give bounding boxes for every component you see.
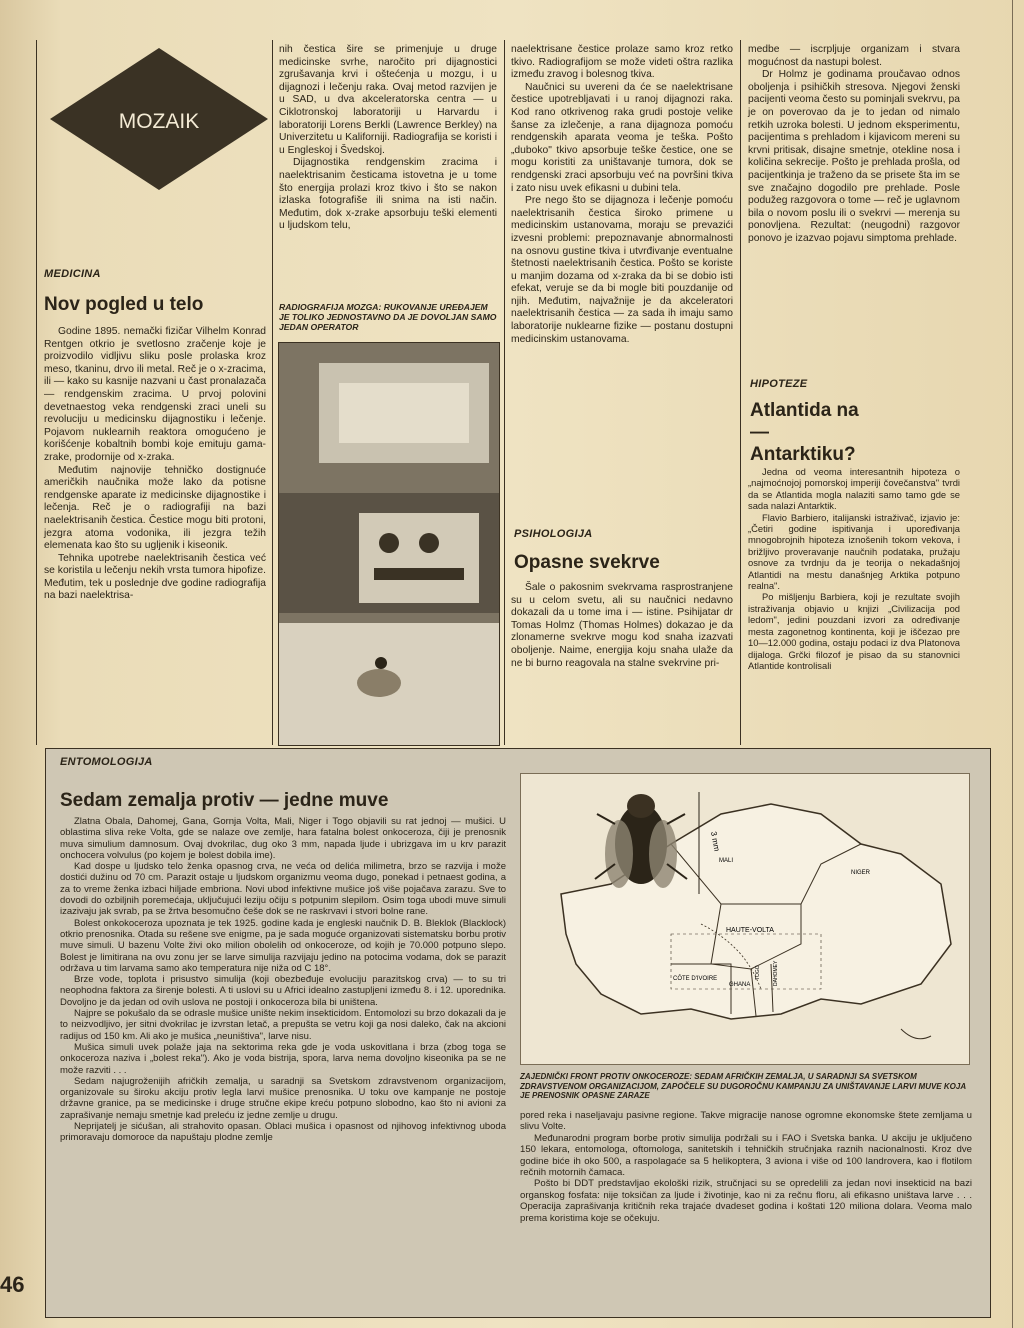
equipment-photo (278, 342, 500, 746)
map-label: 3 mm (709, 830, 722, 853)
paragraph: Sedam najugroženijih afričkih zemalja, u saradnji sa Svetskom zdravstvenom organizacijom, organizovale su široku akciju protiv legla larvi mušice prenosnika. U toku ove kampanje ne postoje državne granice, pa se medicinske i druge stručne ekipe kreću potpuno slobodno, kao što ni avioni za zaprašivanje nemaju smetnje kad preleću iz jedne zemlje u drugu. (60, 1075, 506, 1121)
article-column (511, 582, 733, 670)
paragraph: Zlatna Obala, Dahomej, Gana, Gornja Volta, Mali, Niger i Togo objavili su rat jednoj — mušici. U oblastima sliva reke Volta, gde se nalaze ove zemlje, hara fatalna bolest onkoceroza, čiji je prenosnik muva simulium damnosum. Ovaj dvokrilac, dug oko 3 mm, napada ljude i ubrizgava im u krv parazit onchocera volvulus (po kojem je bolest dobila ime). (60, 816, 506, 861)
map-caption: ZAJEDNIČKI FRONT PROTIV ONKOCEROZE: SEDAM AFRIČKIH ZEMALJA, U SARADNJI SA SVETSKOM ZDRAVSTVENOM ORGANIZACIJOM, ZAPOČELE SU DUGOROČNU KAMPANJU ZA UNIŠTAVANJE LARVI MUVE KOJA JE PRENOSNIK OPASNE ZARAZE (520, 1072, 966, 1101)
section-label: PSIHOLOGIJA (514, 528, 593, 540)
article-column (44, 326, 266, 603)
column-rule (740, 40, 741, 745)
map-label: NIGER (851, 870, 871, 876)
map-label: DAHOMEY (773, 960, 779, 986)
masthead-logo (46, 44, 272, 194)
paragraph: Pre nego što se dijagnoza i lečenje pomoću naelektrisanih čestica široko primene u medicinskim ustanovama, moraju se prevazići izvesni problemi: prepoznavanje abnormalnosti na osnovu gustine tkiva i utvrđivanje eventualne štetnosti naelektrisanih čestica. Pošto se koriste u manjim dozama od x-zraka da bi se dobio isti efekat, veruje se da bi mogle biti pouzdanije od njih. Međutim, najvažnije je da akceleratori naelektrisanih čestica — za sada ih imaju samo laboratorije nuklearne fizike — postanu dostupni medicinskim ustanovama. (511, 195, 733, 345)
paragraph: naelektrisane čestice prolaze samo kroz retko tkivo. Radiografijom se može videti oštra razlika između zravog i bolesnog tkiva. (511, 44, 733, 81)
article-column (520, 1110, 972, 1224)
column-rule (272, 40, 273, 745)
paragraph: Naučnici su uvereni da će se naelektrisane čestice upotrebljavati i u ranoj dijagnozi raka. Kod rano otkrivenog raka grudi postoje velike šanse za izlečenje, a rana dijagnoza pomoću rendgenskih aparata veoma je teška. Pošto „duboko" tkivo apsorbuje teške čestice, one se mogu koristiti za uništavanje tumora, dok se rendgenski zraci apsorbuju već na površini tkiva i zato nisu uvek efikasni u dubini tela. (511, 81, 733, 194)
article-title: Sedam zemalja protiv — jedne muve (60, 790, 389, 811)
paragraph: Međunarodni program borbe protiv simulija podržali su i FAO i Svetska banka. U akciju je uključeno 150 lekara, entomologa, oftomologa, sanitetskih i tehničkih stručnjaka raznih nacionalnosti. Kroz dve godine biće ih oko 500, a raspolagaće sa 5 helikoptera, 3 aviona i više od 100 landrovera, kao i flotilom rečnih motornih čamaca. (520, 1132, 972, 1179)
map-label: HAUTE-VOLTA (726, 927, 774, 934)
paragraph: Dijagnostika rendgenskim zracima i naelektrisanim česticama istovetna je u tome što energija prolazi kroz tkivo i što se nakon izlaska fotografiše ili snima na isti način. Međutim, dok x-zrake apsorbuju teški elementi u ljudskom telu, (279, 157, 497, 232)
section-label: ENTOMOLOGIJA (60, 756, 153, 768)
article-column (60, 816, 506, 1144)
page-edge (1012, 0, 1013, 1328)
page-number: 46 (0, 1272, 25, 1297)
article-column (511, 44, 733, 346)
column-rule (36, 40, 37, 745)
map-label: GHANA (729, 982, 751, 988)
article-title: Nov pogled u telo (44, 294, 204, 315)
paragraph: Flavio Barbiero, italijanski istraživač, izjavio je: „Četiri godine ispitivanja i upoređivanja mnogobrojnih hipoteza iznošenih tokom vekova, i brižljivo proveravanje naučnih podataka, pružaju osnove za tvrdnju da je teorija o nekadašnjoj Atlantidi na mestu današnjeg Arktika potpuno realna". (748, 511, 960, 592)
paragraph: Mušica simuli uvek polaže jaja na sektorima reka gde je voda uskovitlana i brza (zbog toga se onkoceroza naziva i „bolest reka"). Ako je voda bistrija, spora, larva nema dovoljno kiseonika pa se ne može razviti . . . (60, 1041, 506, 1076)
paragraph: Kad dospe u ljudsko telo ženka opasnog crva, ne veća od delića milimetra, brzo se razvija i može dostići dužinu od 70 cm. Parazit ostaje u ljudskom organizmu veoma dugo, ponekad i petnaest godina, a za to vreme ženka izbaci hiljade embriona. Novi ubod infektivne mušice još više pojačava zarazu. Sve to dovodi do ozbiljnih poremećaja, uključujući leziju očiju s potpunim slepilom. Osim toga ubodi muve simuli izazivaju jak svrab, pa se žrtva besomučno češe dok se ne raskrvavi i stvori bolne rane. (60, 861, 506, 918)
paragraph: Međutim najnovije tehničko dostignuće američkih naučnika može lako da potisne rendgenske aparate iz medicinske dijagnostike i lečenja. Reč je o radiografiji na bazi naelektrisanih čestica. Čestice mogu biti protoni, jezgra atoma vodonika, ili jezgra težih elemenata kao što su ugljenik i kiseonik. (44, 464, 266, 552)
paragraph: nih čestica šire se primenjuje u druge medicinske svrhe, naročito pri dijagnostici zgrušavanja krvi i oštećenja u mozgu, i u dijagnozi i lečenju raka. Ovaj metod razvijen je u SAD, u dva akceleratorska centra — u Ciklotronskoj laboratoriji u Harvardu i laboratoriji Lorens Berkli (Lawrence Berkley) na Univerzitetu u Kaliforniji. Radiografija se koristi i u Engleskoj i Švedskoj. (279, 44, 497, 156)
section-label: HIPOTEZE (750, 378, 808, 390)
section-label: MEDICINA (44, 268, 101, 280)
article-column (748, 44, 960, 246)
paragraph: Jedna od veoma interesantnih hipoteza o „najmoćnojoj pomorskoj imperiji čovečanstva" tvrdi da se Atlantida mogla nalaziti samo tamo gde se sada nalazi Antarktik. (748, 466, 960, 512)
paragraph: medbe — iscrpljuje organizam i stvara mogućnost da nastupi bolest. (748, 44, 960, 68)
article-title: Atlantida na — Antarktiku? (750, 400, 859, 465)
map-label: TOGO (755, 965, 761, 980)
article-column (748, 466, 960, 671)
paragraph: Bolest onkokoceroza upoznata je tek 1925. godine kada je engleski naučnik D. B. Bleklok (Blacklock) otkrio prenosnika. Otada su rešene sve enigme, pa je sada moguće organizovati sistematsku borbu protiv muve simuli. U bazenu Volte živi oko milion obolelih od onkoceroze, od kojih je 70.000 potpuno slepo. Bolest je limitirana na ovu zonu jer se larve simulija razvijaju jedino na potocima vodama, dok se parazit održava u tim larvama samo ako temperatura nije niža od C 18°. (60, 917, 506, 974)
article-column (279, 44, 497, 233)
masthead-text: MOZAIK (118, 110, 200, 133)
paragraph: Šale o pakosnim svekrvama rasprostranjene su u celom svetu, ali su naučnici nedavno dokazali da u tome ima i — istine. Psihijatar dr Tomas Holmz (Thomas Holmes) dokazao je da zlonamerne svekrve mogu kod snaha izazvati oboljenje. Naime, energija koju snaha ulaže da ne bi burno reagovala na stalne svekrvine pri- (511, 582, 733, 669)
paragraph: Tehnika upotrebe naelektrisanih čestica već se koristila u lečenju nekih vrsta tumora hipofize. Međutim, tek u poslednje dve godine radiografija na bazi naelektrisa- (44, 552, 266, 602)
west-africa-map (520, 773, 970, 1065)
paragraph: Pošto bi DDT predstavljao ekološki rizik, stručnjaci su se opredelili za jedan novi insekticid na bazi organskog fosfata: nije toksičan za ljude i životinje, kao ni za rečnu floru, ali efikasno uništava larve . . . Operacija zaprašivanja kritičnih reka trajaće dvadeset godina i koštati 120 miliona dolara. Veoma malo prema koristima koje se očekuju. (520, 1178, 972, 1224)
article-title: Opasne svekrve (514, 552, 660, 573)
column-rule (504, 40, 505, 745)
paragraph: Neprijatelj je sićušan, ali strahovito opasan. Oblaci mušica i opasnost od njihovog infektivnog ubodа primoravaju domoroce da napuštaju plodne zemlje (60, 1121, 506, 1144)
paragraph: Dr Holmz je godinama proučavao odnos oboljenja i psihičkih stresova. Njegovi ženski pacijenti veoma često su pominjali svekrvu, pa je on poverovao da je to jedan od nimalo retkih uzroka bolesti. U jednom eksperimentu, pacijentima s prehladom i kijavicom mereni su krvni pritisak, disajne smetnje, otekline nosa i količina sekrecije. Pošto je prehlada prošla, od pacijentkinja je traženo da se prisete šta im se sve značajno dogodilo pre prehlade. Posle podužeg razgovora o tome — reč je uglavnom bila o novom poslu ili o svekrvi — merenja su ponovljena. Rezultat: (neugodni) razgovor ponovo je izazvao pojavu simptoma prehlade. (748, 69, 960, 244)
paragraph: Po mišljenju Barbiera, koji je rezultate svojih istraživanja objavio u knjizi „Civilizacija pod ledom", jedini pouzdani izvori za određivanje mesta zagonetnog kontinenta, koji je iščezao pre 10—12.000 godina, ostaju podaci iz dva Platonova dijaloga. Grčki filozof je pisao da su stanovnici Atlantide kontrolisali (748, 591, 960, 671)
paragraph: pored reka i naseljavaju pasivne regione. Takve migracije nanose ogromne ekonomske štete zemljama u slivu Volte. (520, 1110, 972, 1133)
paragraph: Najpre se pokušalo da se odrasle mušice unište nekim insekticidom. Entomolozi su brzo dokazali da je to neizvodljivo, jer sitni dvokrilac je izvrstan letač, a prepušta se vetru koji ga nosi daleko, čak na akcioni radijus od 150 km. Ali ako je mušica „neuništiva", larve nisu. (60, 1008, 506, 1042)
photo-caption: RADIOGRAFIJA MOZGA: RUKOVANJE UREĐAJEM JE TOLIKO JEDNOSTAVNO DA JE DOVOLJAN SAMO JEDAN OPERATOR (279, 302, 497, 332)
paragraph: Brze vode, toplota i prisustvo simulija (koji obezbeđuje evoluciju parazitskog crva) — to su tri neophodna faktora za širenje bolesti. A ti uslovi su u Africi idealno zastupljeni između 8. i 12. uporednika. Dovoljno je da jedan od ovih uslova ne postoji i onkoceroza bila bi uništena. (60, 974, 506, 1008)
map-label: CÔTE D'IVOIRE (673, 976, 718, 982)
paragraph: Godine 1895. nemački fizičar Vilhelm Konrad Rentgen otkrio je svetlosno zračenje koje je proizvodilo vidljivu sliku posle prolaska kroz meso, tkaninu, drvo ili metal. Reč je o x-zracima, ili — kako su kasnije nazvani u čast pronalazača — rendgenskim zracima. U prvoj polovini devetnaestog veka rendgenski zraci uneli su revoluciju u medicinsku dijagnostiku i lečenje. Pojavom nuklearnih reaktora omogućeno je korišćenje kobaltnih bombi koje emituju gama-zrake, prodornije od x-zraka. (44, 326, 266, 463)
map-label: MALI (719, 858, 734, 864)
